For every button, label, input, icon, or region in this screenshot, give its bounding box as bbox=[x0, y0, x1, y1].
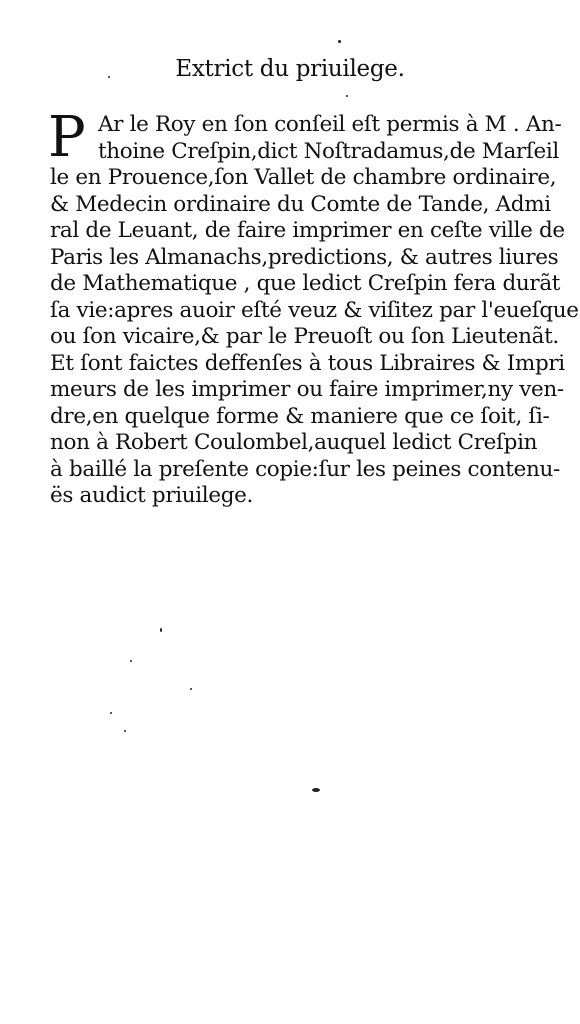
text-line: thoine Creſpin,dict Noſtradamus,de Marſeil bbox=[98, 138, 559, 164]
text-line: ſa vie:apres auoir eſté veuz & viſitez par l'eueſque bbox=[50, 297, 579, 323]
text-line: dre,en quelque forme & maniere que ce ſoit, ſi- bbox=[50, 403, 550, 429]
text-line: ou ſon vicaire,& par le Preuoſt ou ſon Lieutenãt. bbox=[50, 324, 559, 349]
privilege-text bbox=[48, 105, 579, 510]
text-line: non à Robert Coulombel,auquel ledict Creſpin bbox=[50, 430, 538, 455]
ink-speck bbox=[346, 95, 348, 97]
text-line: de Mathematique , que ledict Creſpin fera durãt bbox=[50, 271, 561, 296]
text-line: meurs de les imprimer ou faire imprimer,ny ven- bbox=[50, 377, 564, 402]
text-line: Et ſont faictes deffenſes à tous Libraires & Impri bbox=[50, 350, 565, 376]
ink-speck bbox=[160, 628, 162, 632]
text-line: ral de Leuant, de faire imprimer en ceſte ville de bbox=[50, 218, 565, 243]
ink-speck bbox=[108, 76, 110, 78]
ink-speck bbox=[312, 788, 320, 792]
text-line: le en Prouence,ſon Vallet de chambre ordinaire, bbox=[50, 165, 557, 190]
text-line: Ar le Roy en ſon conſeil eſt permis à M . An- bbox=[98, 112, 562, 137]
ink-speck bbox=[110, 712, 112, 714]
drop-cap-letter: P bbox=[48, 105, 86, 170]
ink-speck bbox=[338, 40, 341, 43]
text-line: à baillé la preſente copie:ſur les peines contenu- bbox=[50, 456, 560, 482]
privilege-heading: Extrict du priuilege. bbox=[175, 56, 405, 82]
text-line: ës audict priuilege. bbox=[50, 483, 253, 508]
text-line: & Medecin ordinaire du Comte de Tande, Admi bbox=[50, 191, 551, 217]
ink-speck bbox=[124, 730, 126, 732]
text-line: Paris les Almanachs,predictions, & autres liures bbox=[50, 244, 559, 270]
ink-speck bbox=[190, 688, 192, 690]
ink-speck bbox=[130, 660, 132, 662]
